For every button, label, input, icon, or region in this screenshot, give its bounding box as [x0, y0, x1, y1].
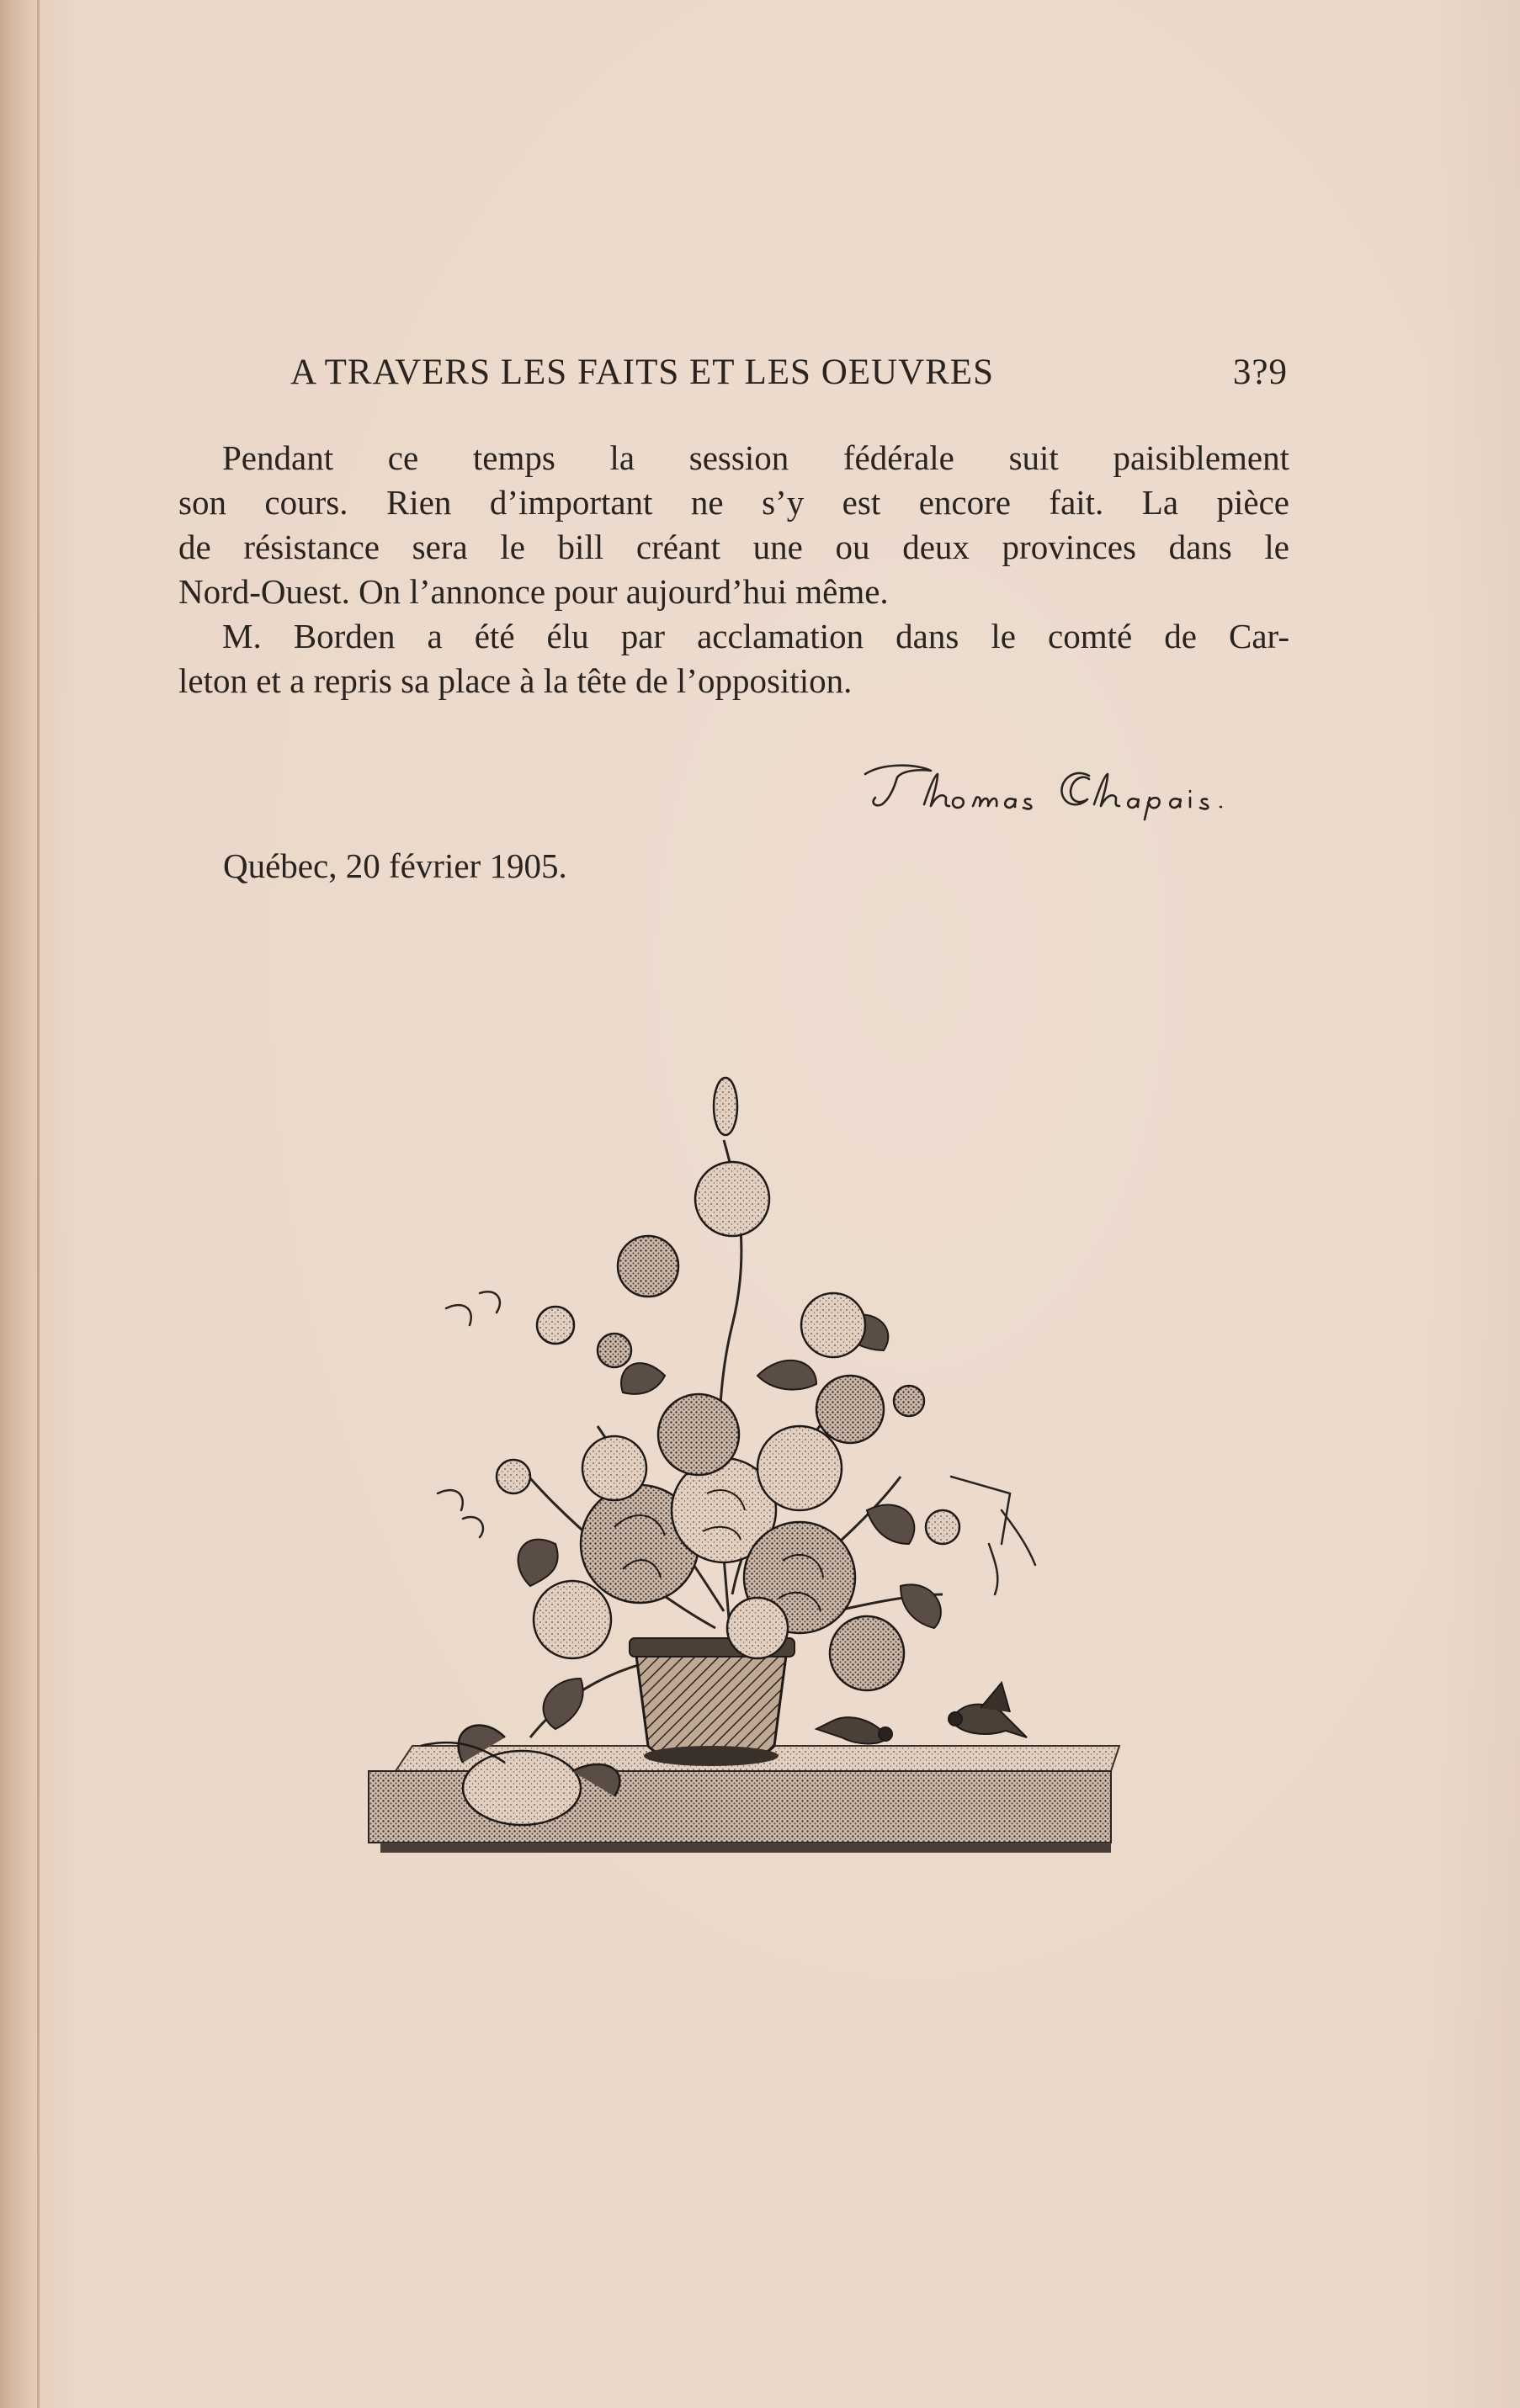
text-line: leton et a repris sa place à la tête de l’opposition. [178, 661, 853, 700]
place-date-line: Québec, 20 février 1905. [223, 846, 567, 885]
body-text [178, 436, 1289, 703]
text-line: M. Borden a été élu par acclamation dans le comté de Car- [222, 617, 1289, 655]
paragraph-session [178, 436, 1289, 614]
running-title: A TRAVERS LES FAITS ET LES OEUVRES [290, 353, 994, 392]
birds [816, 1683, 1027, 1744]
running-head [290, 352, 1288, 399]
text-line: Pendant ce temps la session fédérale suit paisiblement [222, 438, 1289, 477]
flower-basket-engraving [362, 1073, 1136, 1931]
page-gutter [37, 0, 40, 2408]
text-line: son cours. Rien d’important ne s’y est encore fait. La pièce [178, 483, 1289, 522]
page-number: 3?9 [1232, 353, 1288, 392]
text-line: de résistance sera le bill créant une ou deux provinces dans le [178, 528, 1289, 566]
basket [630, 1638, 795, 1766]
text-line: Nord-Ouest. On l’annonce pour aujourd’hui même. [178, 572, 889, 611]
handwritten-signature [850, 756, 1246, 823]
paragraph-borden [178, 614, 1289, 703]
